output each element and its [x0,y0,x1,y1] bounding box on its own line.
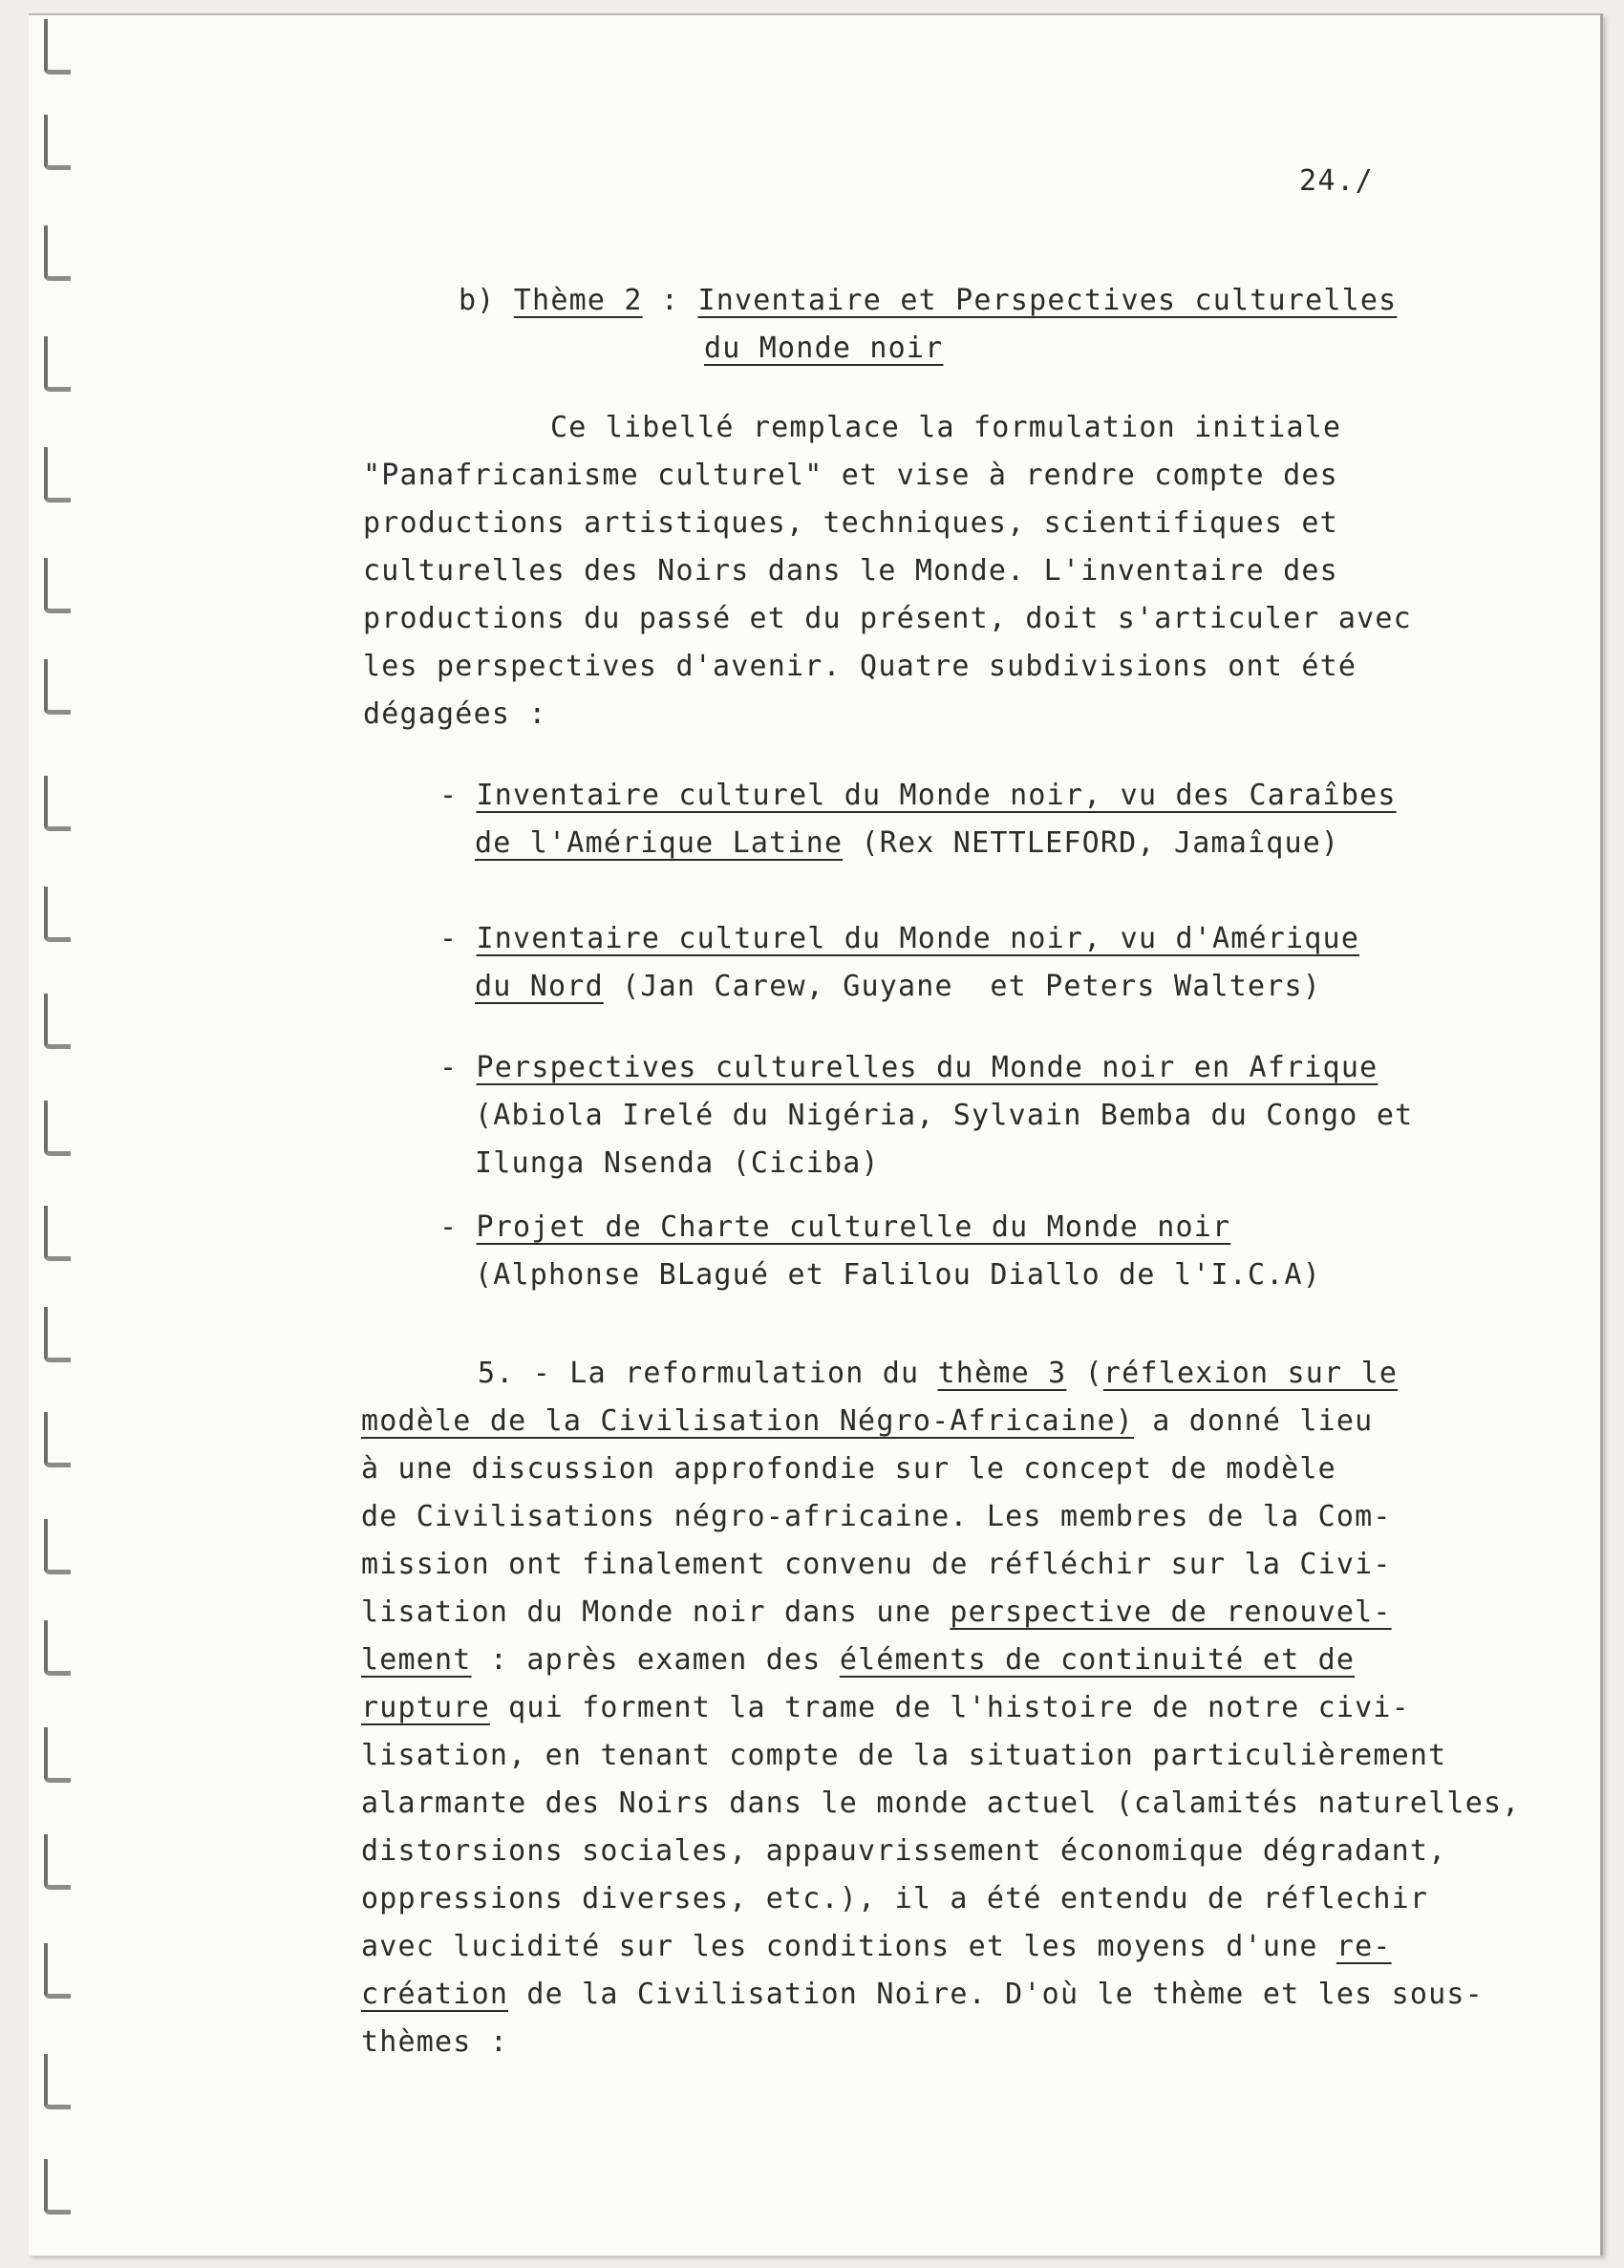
subdivision-title-line2: du Nord [475,970,604,1003]
subdivision-authors: (Rex NETTLEFORD, Jamaîque) [843,826,1340,860]
emphasis: création [361,1978,509,2011]
binding-ring [44,19,71,75]
binding-ring [44,1727,71,1783]
section5-line: à une discussion approfondie sur le concept de modèle [361,1452,1336,1486]
binding-ring [44,558,71,613]
binding-ring [44,1834,71,1890]
section5-line: thèmes : [361,2025,509,2059]
theme-title: réflexion sur le [1102,1357,1399,1390]
emphasis: lement [361,1643,472,1677]
emphasis: perspective de renouvel- [950,1595,1392,1629]
subdivision-authors: Ilunga Nsenda (Ciciba) [475,1146,880,1180]
subdivision-title: Perspectives culturelles du Monde noir en Afrique [476,1051,1378,1084]
intro-line: productions du passé et du présent, doit s'articuler avec [363,602,1412,635]
binding-ring [44,1412,71,1467]
section5-line: oppressions diverses, etc.), il a été entendu de réflechir [361,1882,1429,1915]
spiral-binding [0,0,86,2268]
section5-line [361,1684,1410,1732]
bullet-dash: - [439,779,477,812]
page-number: 24./ [1299,164,1375,198]
emphasis: re- [1336,1930,1392,1963]
binding-ring [44,887,71,942]
emphasis: éléments de continuité et de [839,1643,1356,1677]
heading-title: Inventaire et Perspectives culturelles [697,284,1398,317]
section5-line: distorsions sociales, appauvrissement économique dégradant, [361,1834,1447,1868]
binding-ring [44,776,71,831]
text-run: avec lucidité sur les conditions et les moyens d'une [361,1930,1336,1963]
binding-ring [44,1519,71,1574]
binding-ring [44,1943,71,1999]
bullet-dash: - [439,1051,477,1084]
section5-line: mission ont finalement convenu de réfléchir sur la Civi- [361,1548,1392,1581]
subdivision-item [439,772,1397,820]
intro-line: les perspectives d'avenir. Quatre subdivisions ont été [363,650,1357,683]
heading-separator: : [642,284,698,317]
subdivision-item [439,915,1359,963]
binding-ring [44,225,71,281]
subdivision-title: Inventaire culturel du Monde noir, vu des Caraîbes [476,779,1397,812]
binding-ring [44,1620,71,1676]
intro-line: culturelles des Noirs dans le Monde. L'inventaire des [363,554,1338,588]
section5-line [361,1398,1373,1445]
text-run: lisation du Monde noir dans une [361,1595,951,1629]
subdivision-item-line2 [475,963,1321,1011]
text-run: a donné lieu [1133,1404,1374,1438]
binding-ring [44,1101,71,1156]
heading-prefix: b) [459,284,514,317]
text-run: de la Civilisation Noire. D'où le thème et les sous- [508,1978,1484,2011]
subdivision-authors: (Alphonse BLagué et Falilou Diallo de l'I.C.A) [475,1258,1322,1292]
subdivision-title: Projet de Charte culturelle du Monde noir [476,1210,1231,1244]
section5-line [361,1971,1484,2019]
section-heading [459,277,1397,325]
section5-line: alarmante des Noirs dans le monde actuel (calamités naturelles, [361,1787,1521,1820]
binding-ring [44,1206,71,1261]
theme-reference: thème 3 [937,1357,1067,1390]
subdivision-title: Inventaire culturel du Monde noir, vu d'Amérique [476,922,1360,955]
subdivision-item [439,1044,1378,1092]
section5-line: lisation, en tenant compte de la situation particulièrement [361,1739,1447,1772]
subdivision-title-line2: de l'Amérique Latine [475,826,844,860]
binding-ring [44,447,71,503]
binding-ring [44,994,71,1049]
binding-ring [44,336,71,392]
text-run: 5. - La reformulation du [478,1357,938,1390]
subdivision-item-line2 [475,820,1339,867]
subdivision-item [439,1204,1230,1252]
section5-line [361,1637,1355,1684]
subdivision-authors: (Abiola Irelé du Nigéria, Sylvain Bemba du Congo et [475,1099,1414,1132]
section5-line [478,1350,1398,1398]
binding-ring [44,115,71,170]
binding-ring [44,1307,71,1362]
section5-line [361,1589,1392,1637]
theme-title: modèle de la Civilisation Négro-Africaine) [361,1404,1134,1438]
text-run: qui forment la trame de l'histoire de notre civi- [489,1691,1410,1724]
heading-title-line2: du Monde noir [704,332,944,365]
intro-line: Ce libellé remplace la formulation initiale [550,411,1342,444]
bullet-dash: - [439,922,477,955]
theme-label: Thème 2 [513,284,643,317]
section-heading-line2 [704,325,943,373]
binding-ring [44,2054,71,2109]
binding-ring [44,659,71,715]
intro-line: productions artistiques, techniques, scientifiques et [363,506,1338,540]
emphasis: rupture [361,1691,490,1724]
section5-line [361,1923,1392,1971]
intro-line: "Panafricanisme culturel" et vise à rendre compte des [363,459,1338,492]
subdivision-authors: (Jan Carew, Guyane et Peters Walters) [603,970,1322,1003]
intro-line: dégagées : [363,697,547,731]
binding-ring [44,2159,71,2215]
section5-line: de Civilisations négro-africaine. Les membres de la Com- [361,1500,1392,1533]
text-run: ( [1066,1357,1103,1390]
text-run: : après examen des [471,1643,840,1677]
bullet-dash: - [439,1210,477,1244]
